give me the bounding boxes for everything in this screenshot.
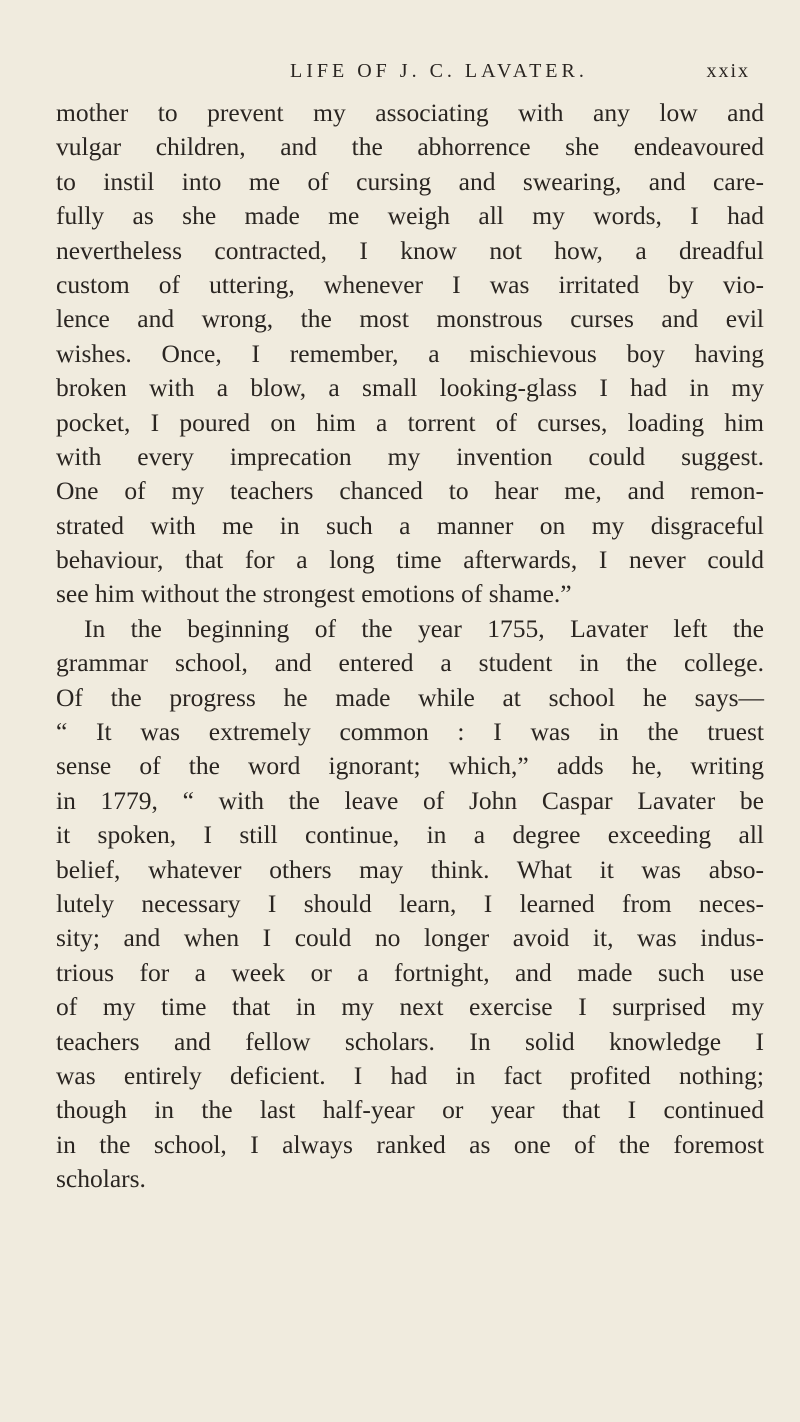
text-line: in the school, I always ranked as one of the foremost — [56, 1129, 764, 1159]
body-text — [56, 96, 764, 1197]
paragraph-end-line: scholars. — [56, 1164, 146, 1194]
text-line: wishes. Once, I remember, a mischievous boy having — [56, 338, 764, 368]
text-line: was entirely deficient. I had in fact profited nothing; — [56, 1060, 764, 1090]
text-line: strated with me in such a manner on my disgraceful — [56, 510, 764, 540]
text-line: with every imprecation my invention could suggest. — [56, 441, 764, 471]
text-line: in 1779, “ with the leave of John Caspar Lavater be — [56, 785, 764, 815]
text-line: vulgar children, and the abhorrence she endeavoured — [56, 132, 764, 162]
paragraph-end-line: see him without the strongest emotions of shame.” — [56, 579, 572, 609]
text-line: it spoken, I still continue, in a degree exceeding all — [56, 820, 764, 850]
page-number: xxix — [706, 60, 750, 82]
text-line: lence and wrong, the most monstrous curses and evil — [56, 304, 764, 334]
text-line: grammar school, and entered a student in the college. — [56, 648, 764, 678]
text-line: of my time that in my next exercise I surprised my — [56, 992, 764, 1022]
text-line: lutely necessary I should learn, I learned from neces- — [56, 888, 764, 918]
text-line: nevertheless contracted, I know not how, a dreadful — [56, 235, 764, 265]
text-line: sity; and when I could no longer avoid it, was indus- — [56, 923, 764, 953]
running-head — [0, 56, 800, 86]
text-line: One of my teachers chanced to hear me, and remon- — [56, 476, 764, 506]
text-line: though in the last half-year or year that I continued — [56, 1095, 764, 1125]
text-line: trious for a week or a fortnight, and made such use — [56, 957, 764, 987]
text-line: broken with a blow, a small looking-glass I had in my — [56, 373, 764, 403]
text-line: mother to prevent my associating with any low and — [56, 98, 764, 127]
text-line: custom of uttering, whenever I was irritated by vio- — [56, 269, 764, 299]
text-line: belief, whatever others may think. What it was abso- — [56, 854, 764, 884]
text-line: Of the progress he made while at school he says— — [56, 682, 764, 712]
text-line: teachers and fellow scholars. In solid knowledge I — [56, 1026, 764, 1056]
paragraph-first-line: In the beginning of the year 1755, Lavater left the — [84, 613, 764, 643]
running-title: LIFE OF J. C. LAVATER. — [290, 60, 588, 82]
text-line: to instil into me of cursing and swearing, and care- — [56, 166, 764, 196]
text-line: sense of the word ignorant; which,” adds he, writing — [56, 751, 764, 781]
text-line: behaviour, that for a long time afterwards, I never could — [56, 545, 764, 575]
text-line: fully as she made me weigh all my words, I had — [56, 201, 764, 231]
text-line: pocket, I poured on him a torrent of curses, loading him — [56, 407, 764, 437]
text-line: “ It was extremely common : I was in the truest — [56, 717, 764, 747]
